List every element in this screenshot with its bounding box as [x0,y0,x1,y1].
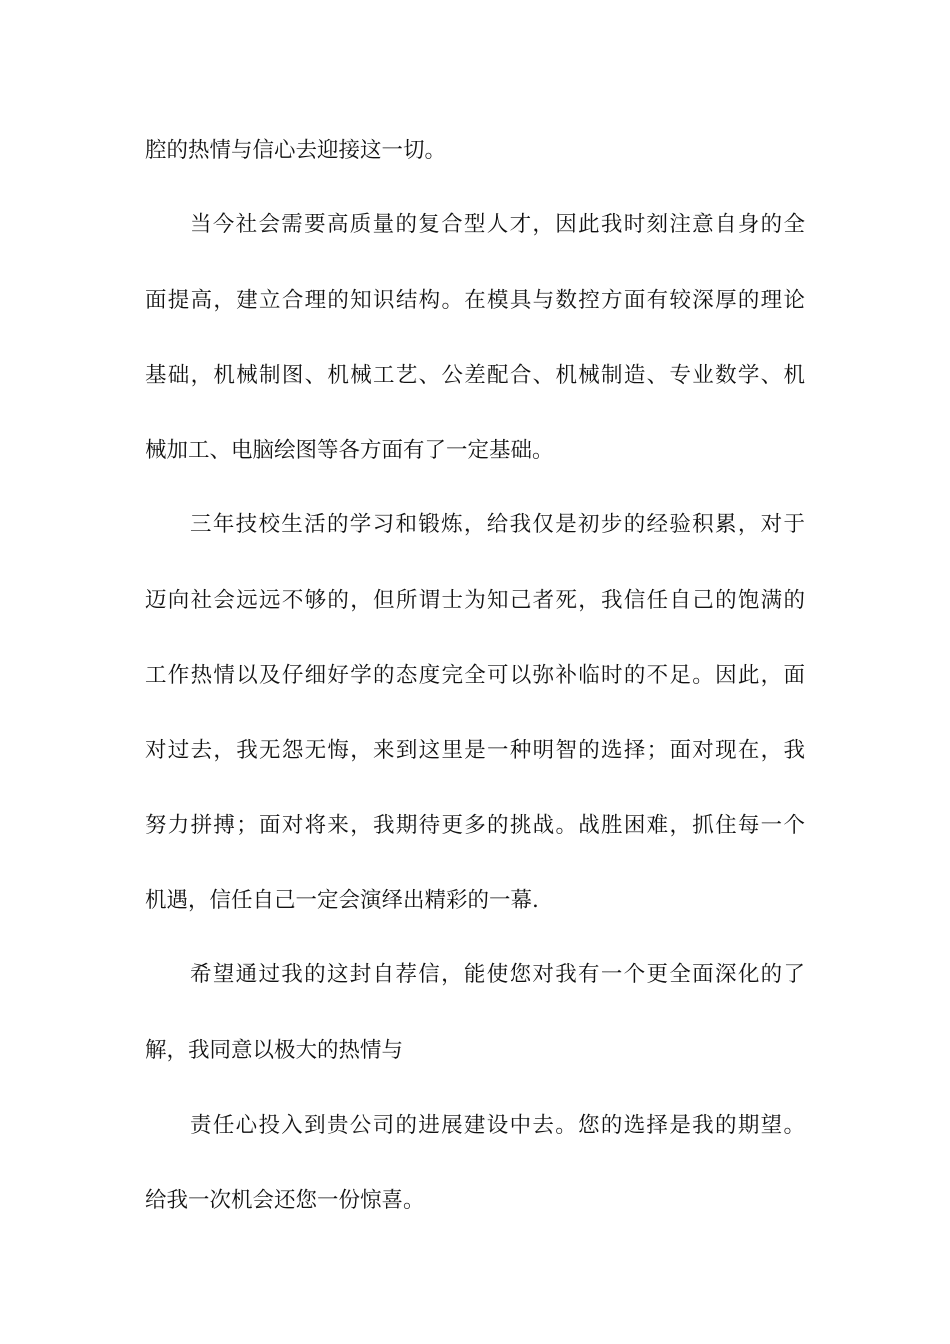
text-line: 械加工、电脑绘图等各方面有了一定基础。 [145,438,554,463]
text-line: 腔的热情与信心去迎接这一切。 [145,138,447,163]
text-line: 给我一次机会还您一份惊喜。 [145,1188,425,1213]
text-line: 对过去，我无怨无悔，来到这里是一种明智的选择；面对现在，我 [145,738,805,763]
text-line: 迈向社会远远不够的，但所谓士为知己者死，我信任自己的饱满的 [145,588,805,613]
text-line: 解，我同意以极大的热情与 [145,1038,404,1063]
paragraph-first-line: 责任心投入到贵公司的进展建设中去。您的选择是我的期望。 [190,1113,805,1138]
text-line: 面提高，建立合理的知识结构。在模具与数控方面有较深厚的理论 [145,288,805,313]
text-line: 基础，机械制图、机械工艺、公差配合、机械制造、专业数学、机 [145,363,805,388]
paragraph-first-line: 希望通过我的这封自荐信，能使您对我有一个更全面深化的了 [190,962,805,987]
paragraph-first-line: 三年技校生活的学习和锻炼，给我仅是初步的经验积累，对于 [190,512,805,537]
text-line: 机遇，信任自己一定会演绎出精彩的一幕. [145,888,539,913]
text-line: 工作热情以及仔细好学的态度完全可以弥补临时的不足。因此，面 [145,663,805,688]
text-line: 努力拼搏；面对将来，我期待更多的挑战。战胜困难，抓住每一个 [145,813,805,838]
paragraph-first-line: 当今社会需要高质量的复合型人才，因此我时刻注意自身的全 [190,212,805,237]
